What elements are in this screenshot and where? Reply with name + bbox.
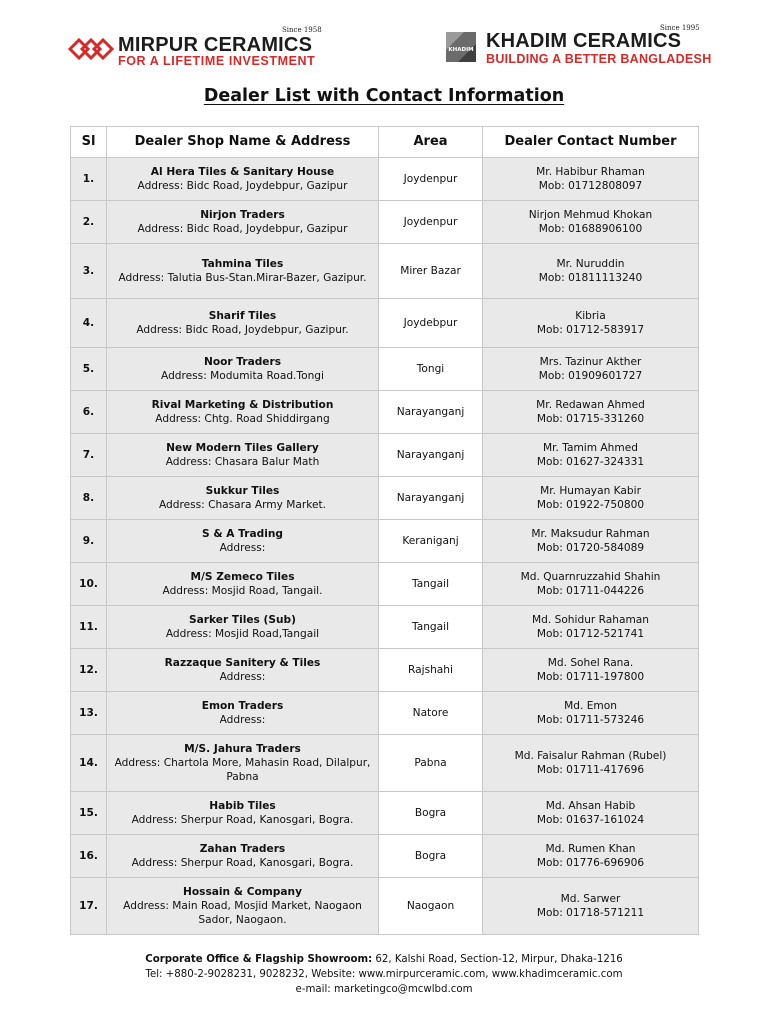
brand-tagline: BUILDING A BETTER BANGLADESH — [486, 52, 712, 66]
table-row — [71, 692, 699, 735]
footer-tel-line: Tel: +880-2-9028231, 9028232, Website: www.mirpurceramic.com, www.khadimceramic.com — [145, 969, 623, 980]
letterhead — [0, 0, 768, 80]
footer — [0, 952, 768, 997]
contact-mobile: Mob: 01922-750800 — [536, 499, 645, 511]
shop-name: Tahmina Tiles — [201, 258, 284, 270]
table-row — [71, 348, 699, 391]
cell-contact — [483, 201, 699, 244]
cell-shop — [107, 158, 379, 201]
cell-contact — [483, 520, 699, 563]
contact-person: Md. Ahsan Habib — [545, 800, 636, 812]
table-row — [71, 477, 699, 520]
cell-contact — [483, 434, 699, 477]
shop-address: Address: Sherpur Road, Kanosgari, Bogra. — [131, 814, 354, 826]
cell-shop — [107, 563, 379, 606]
cell-shop — [107, 735, 379, 792]
shop-address: Address: Chartola More, Mahasin Road, Dilalpur, Pabna — [114, 757, 371, 783]
contact-person: Mr. Tamim Ahmed — [543, 442, 638, 454]
brand-name: MIRPUR CERAMICS — [118, 34, 313, 56]
shop-name: Sarker Tiles (Sub) — [189, 614, 296, 626]
shop-address: Address: Bidc Road, Joydebpur, Gazipur. — [136, 324, 349, 336]
cell-contact — [483, 735, 699, 792]
contact-person: Md. Sarwer — [560, 893, 621, 905]
cell-sl: 2. — [71, 201, 107, 244]
cell-contact — [483, 563, 699, 606]
contact-mobile: Mob: 01718-571211 — [536, 907, 645, 919]
col-header-contact: Dealer Contact Number — [483, 127, 699, 158]
shop-name: Zahan Traders — [199, 843, 286, 855]
cell-area: Naogaon — [379, 878, 483, 935]
cell-area: Tangail — [379, 606, 483, 649]
table-row — [71, 563, 699, 606]
cell-shop — [107, 792, 379, 835]
table-row — [71, 434, 699, 477]
cell-area: Narayanganj — [379, 391, 483, 434]
table-row — [71, 520, 699, 563]
table-row — [71, 878, 699, 935]
contact-person: Md. Emon — [564, 700, 617, 712]
shop-address: Address: Mosjid Road, Tangail. — [162, 585, 323, 597]
contact-person: Md. Sohidur Rahaman — [532, 614, 649, 626]
contact-mobile: Mob: 01720-584089 — [536, 542, 645, 554]
cell-area: Joydebpur — [379, 299, 483, 348]
table-row — [71, 201, 699, 244]
cell-sl: 10. — [71, 563, 107, 606]
mirpur-ceramics-logo — [68, 24, 330, 70]
contact-person: Kibria — [575, 310, 606, 322]
cell-sl: 4. — [71, 299, 107, 348]
contact-mobile: Mob: 01909601727 — [538, 370, 643, 382]
shop-name: Rival Marketing & Distribution — [151, 399, 334, 411]
cell-area: Pabna — [379, 735, 483, 792]
cell-shop — [107, 434, 379, 477]
contact-person: Mr. Humayan Kabir — [540, 485, 641, 497]
cell-area: Bogra — [379, 835, 483, 878]
cell-shop — [107, 649, 379, 692]
cell-contact — [483, 299, 699, 348]
shop-address: Address: Bidc Road, Joydebpur, Gazipur — [137, 180, 348, 192]
table-row — [71, 391, 699, 434]
contact-mobile: Mob: 01637-161024 — [536, 814, 645, 826]
footer-office-address: 62, Kalshi Road, Section-12, Mirpur, Dhaka-1216 — [375, 954, 623, 965]
col-header-sl: Sl — [71, 127, 107, 158]
cell-area: Keraniganj — [379, 520, 483, 563]
shop-address: Address: — [219, 671, 266, 683]
cell-shop — [107, 348, 379, 391]
shop-address: Address: — [219, 542, 266, 554]
cell-sl: 12. — [71, 649, 107, 692]
cell-shop — [107, 520, 379, 563]
table-row — [71, 792, 699, 835]
cell-contact — [483, 348, 699, 391]
cell-sl: 3. — [71, 244, 107, 299]
shop-name: Emon Traders — [201, 700, 284, 712]
shop-address: Address: Mosjid Road,Tangail — [165, 628, 320, 640]
cell-contact — [483, 244, 699, 299]
cell-sl: 1. — [71, 158, 107, 201]
document-title-text: Dealer List with Contact Information — [203, 86, 565, 106]
contact-mobile: Mob: 01715-331260 — [536, 413, 645, 425]
shop-name: Sukkur Tiles — [205, 485, 280, 497]
cell-shop — [107, 391, 379, 434]
contact-mobile: Mob: 01688906100 — [538, 223, 643, 235]
cell-sl: 15. — [71, 792, 107, 835]
khadim-mark-text: KHADIM — [448, 47, 474, 53]
khadim-square-logo-mark — [444, 30, 480, 64]
contact-person: Md. Faisalur Rahman (Rubel) — [514, 750, 667, 762]
contact-mobile: Mob: 01776-696906 — [536, 857, 645, 869]
cell-sl: 14. — [71, 735, 107, 792]
cell-sl: 13. — [71, 692, 107, 735]
cell-sl: 11. — [71, 606, 107, 649]
cell-shop — [107, 299, 379, 348]
cell-contact — [483, 792, 699, 835]
contact-person: Md. Sohel Rana. — [547, 657, 634, 669]
cell-shop — [107, 835, 379, 878]
contact-mobile: Mob: 01811113240 — [538, 272, 643, 284]
cell-sl: 17. — [71, 878, 107, 935]
contact-person: Mr. Redawan Ahmed — [536, 399, 645, 411]
shop-address: Address: Main Road, Mosjid Market, Naogaon Sador, Naogaon. — [123, 900, 362, 926]
shop-address: Address: Bidc Road, Joydebpur, Gazipur — [137, 223, 348, 235]
contact-mobile: Mob: 01627-324331 — [536, 456, 645, 468]
khadim-ceramics-logo — [444, 24, 712, 70]
document-title — [0, 86, 768, 106]
cell-contact — [483, 477, 699, 520]
shop-name: Razzaque Sanitery & Tiles — [164, 657, 321, 669]
cell-sl: 6. — [71, 391, 107, 434]
cell-area: Joydenpur — [379, 158, 483, 201]
shop-name: S & A Trading — [202, 528, 283, 540]
cell-shop — [107, 878, 379, 935]
cell-contact — [483, 391, 699, 434]
contact-person: Md. Quarnruzzahid Shahin — [520, 571, 661, 583]
cell-sl: 9. — [71, 520, 107, 563]
since-label: Since 1995 — [660, 24, 700, 32]
contact-mobile: Mob: 01712-583917 — [536, 324, 645, 336]
table-row — [71, 835, 699, 878]
cell-sl: 5. — [71, 348, 107, 391]
cell-shop — [107, 477, 379, 520]
brand-tagline: FOR A LIFETIME INVESTMENT — [118, 54, 316, 68]
cell-area: Mirer Bazar — [379, 244, 483, 299]
cell-shop — [107, 244, 379, 299]
mirpur-diamond-logo-mark — [68, 36, 116, 62]
contact-mobile: Mob: 01712-521741 — [536, 628, 645, 640]
contact-person: Mrs. Tazinur Akther — [539, 356, 642, 368]
shop-address: Address: Talutia Bus-Stan.Mirar-Bazer, Gazipur. — [118, 272, 367, 284]
shop-name: Habib Tiles — [209, 800, 276, 812]
shop-address: Address: Chasara Balur Math — [165, 456, 320, 468]
shop-name: Nirjon Traders — [200, 209, 285, 221]
cell-area: Bogra — [379, 792, 483, 835]
cell-shop — [107, 692, 379, 735]
footer-office-label: Corporate Office & Flagship Showroom: — [145, 954, 373, 965]
contact-person: Nirjon Mehmud Khokan — [528, 209, 653, 221]
shop-name: Al Hera Tiles & Sanitary House — [150, 166, 335, 178]
contact-mobile: Mob: 01711-044226 — [536, 585, 645, 597]
shop-address: Address: Chtg. Road Shiddirgang — [155, 413, 330, 425]
since-label: Since 1958 — [282, 26, 322, 34]
cell-shop — [107, 606, 379, 649]
contact-person: Mr. Maksudur Rahman — [531, 528, 650, 540]
cell-shop — [107, 201, 379, 244]
cell-area: Narayanganj — [379, 434, 483, 477]
col-header-area: Area — [379, 127, 483, 158]
cell-contact — [483, 649, 699, 692]
shop-name: M/S Zemeco Tiles — [190, 571, 295, 583]
cell-sl: 7. — [71, 434, 107, 477]
contact-person: Mr. Nuruddin — [556, 258, 625, 270]
cell-sl: 16. — [71, 835, 107, 878]
footer-email-line: e-mail: marketingco@mcwlbd.com — [295, 984, 473, 995]
contact-mobile: Mob: 01711-197800 — [536, 671, 645, 683]
cell-area: Narayanganj — [379, 477, 483, 520]
contact-mobile: Mob: 01712808097 — [538, 180, 643, 192]
table-header-row — [71, 127, 699, 158]
cell-contact — [483, 692, 699, 735]
contact-mobile: Mob: 01711-417696 — [536, 764, 645, 776]
shop-name: Noor Traders — [203, 356, 282, 368]
table-row — [71, 606, 699, 649]
cell-sl: 8. — [71, 477, 107, 520]
contact-person: Mr. Habibur Rhaman — [536, 166, 645, 178]
shop-name: New Modern Tiles Gallery — [166, 442, 319, 454]
shop-name: M/S. Jahura Traders — [184, 743, 301, 755]
shop-name: Hossain & Company — [183, 886, 302, 898]
footer-office-line — [0, 952, 768, 967]
cell-area: Joydenpur — [379, 201, 483, 244]
contact-person: Md. Rumen Khan — [545, 843, 636, 855]
shop-address: Address: Modumita Road.Tongi — [161, 370, 324, 382]
table-row — [71, 158, 699, 201]
dealer-table — [70, 126, 699, 935]
contact-mobile: Mob: 01711-573246 — [536, 714, 645, 726]
cell-contact — [483, 158, 699, 201]
cell-area: Rajshahi — [379, 649, 483, 692]
shop-address: Address: Chasara Army Market. — [158, 499, 327, 511]
cell-area: Tangail — [379, 563, 483, 606]
cell-area: Natore — [379, 692, 483, 735]
table-row — [71, 244, 699, 299]
cell-contact — [483, 878, 699, 935]
shop-address: Address: Sherpur Road, Kanosgari, Bogra. — [131, 857, 354, 869]
table-row — [71, 299, 699, 348]
shop-address: Address: — [219, 714, 266, 726]
cell-contact — [483, 835, 699, 878]
cell-contact — [483, 606, 699, 649]
col-header-name: Dealer Shop Name & Address — [107, 127, 379, 158]
brand-name: KHADIM CERAMICS — [486, 30, 682, 52]
cell-area: Tongi — [379, 348, 483, 391]
shop-name: Sharif Tiles — [208, 310, 277, 322]
table-row — [71, 649, 699, 692]
table-row — [71, 735, 699, 792]
